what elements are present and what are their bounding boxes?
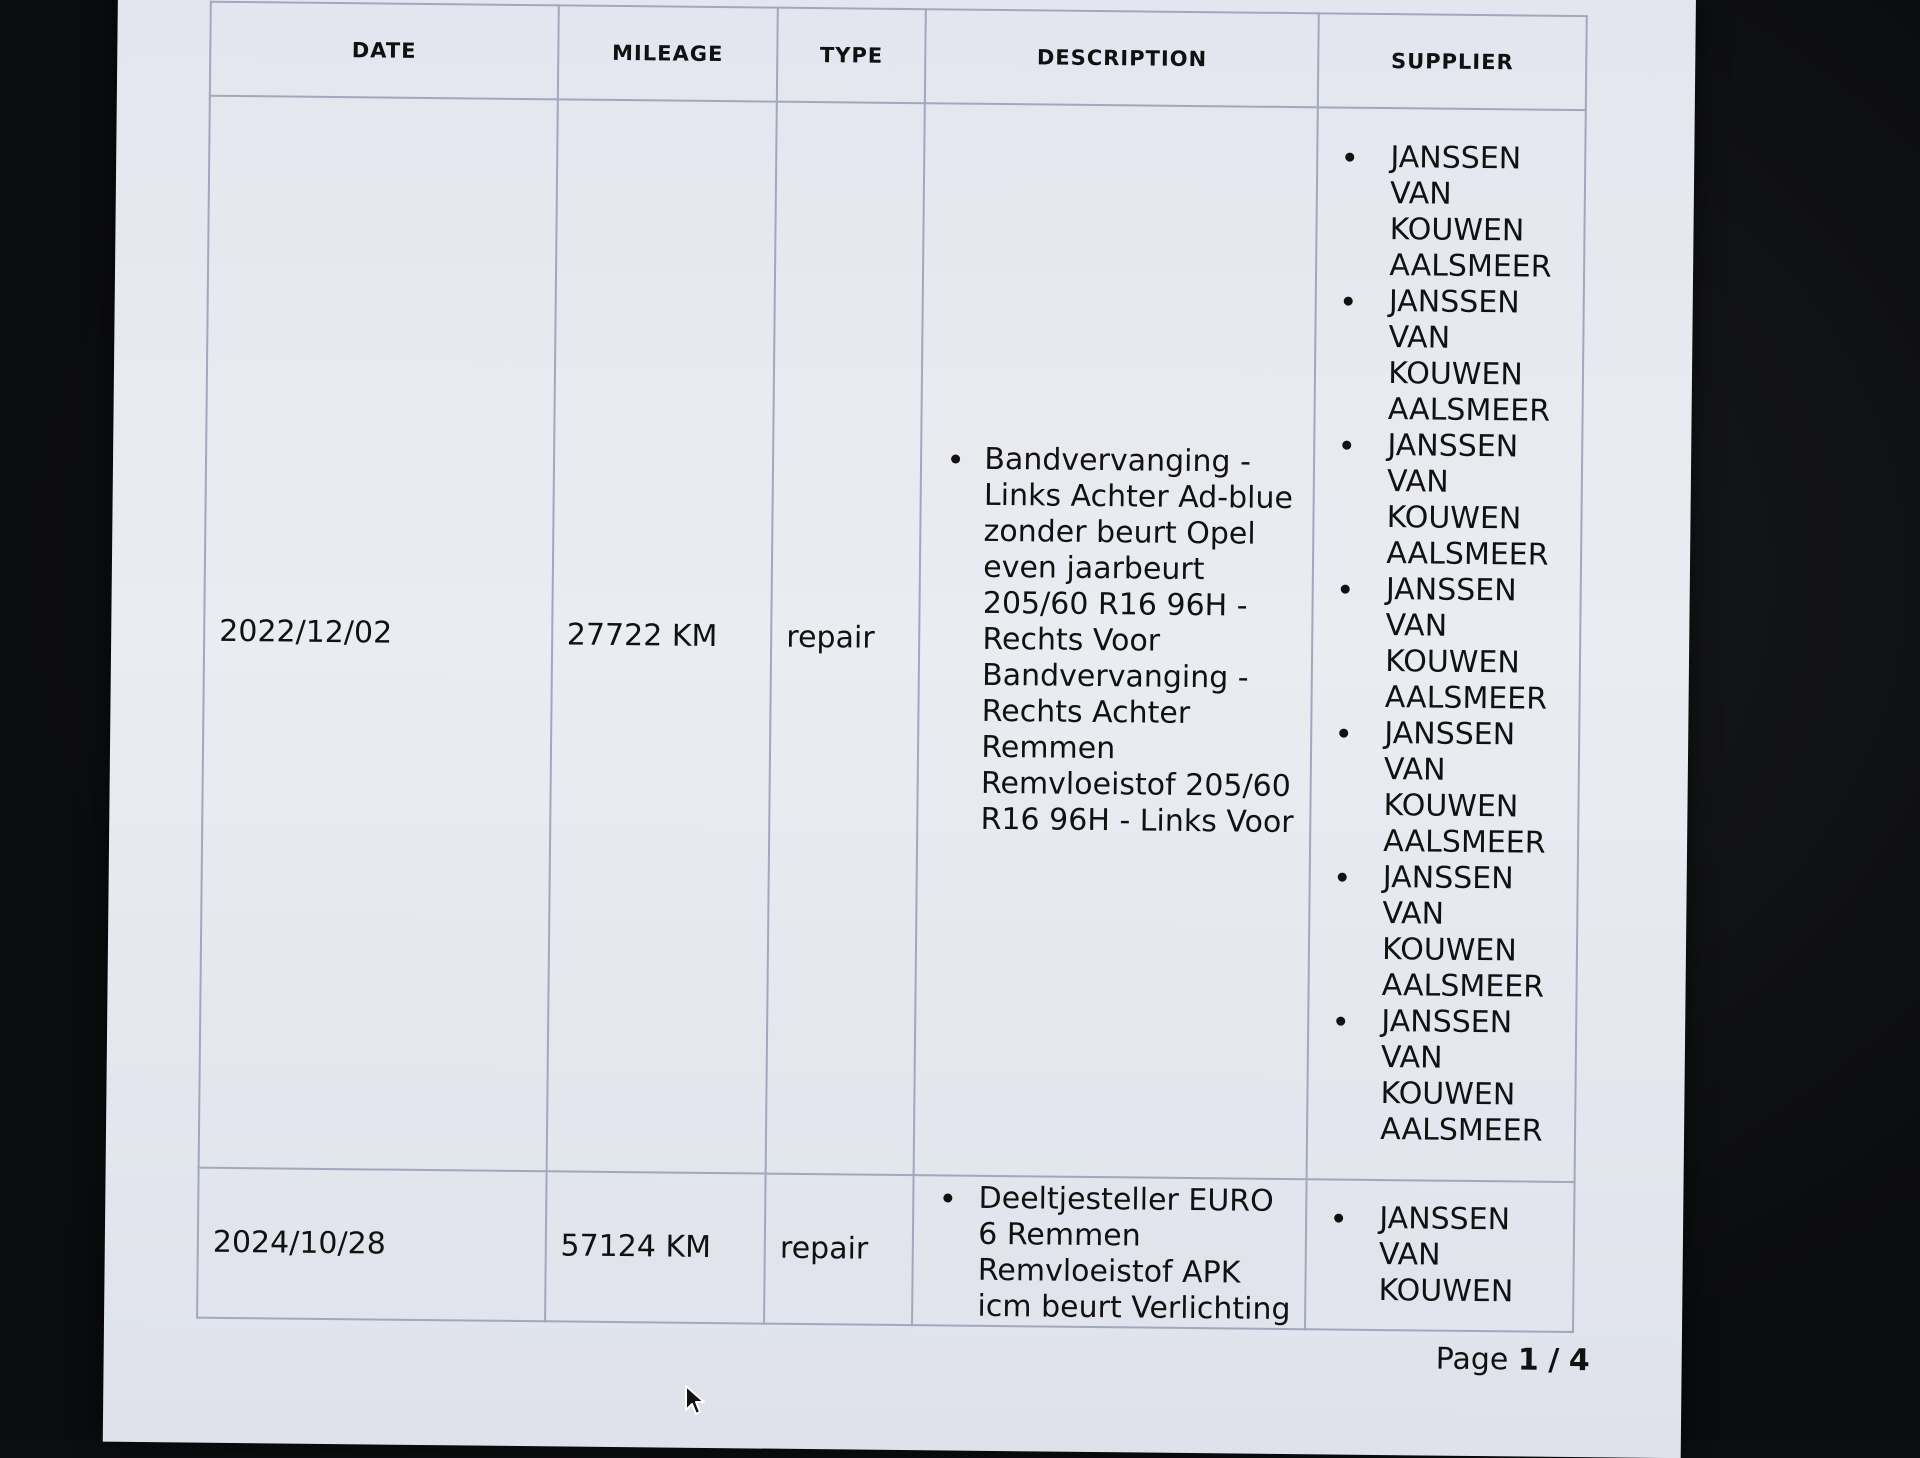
date-text: 2022/12/02 — [219, 613, 393, 651]
type-text: repair — [779, 1230, 869, 1267]
cell-type — [764, 1174, 914, 1326]
table-row — [197, 1168, 1574, 1332]
cell-supplier — [1307, 107, 1586, 1182]
supplier-item: • JANSSEN VAN KOUWEN AALSMEER — [1365, 572, 1570, 718]
table-row — [199, 96, 1586, 1182]
header-mileage: MILEAGE — [557, 5, 778, 101]
cell-date — [197, 1168, 546, 1322]
description-list — [928, 441, 1303, 841]
page-indicator — [1436, 1342, 1590, 1379]
mileage-text: 27722 KM — [566, 617, 718, 655]
supplier-item: • JANSSEN VAN KOUWEN AALSMEER — [1363, 716, 1568, 862]
cell-type — [766, 102, 925, 1175]
page-total: 4 — [1568, 1343, 1590, 1379]
date-text: 2024/10/28 — [212, 1224, 386, 1262]
supplier-item: • JANSSEN VAN KOUWEN AALSMEER — [1369, 140, 1574, 286]
cell-date — [199, 96, 558, 1172]
description-list — [923, 1180, 1295, 1328]
supplier-item: • JANSSEN VAN KOUWEN — [1358, 1201, 1563, 1311]
header-type: TYPE — [777, 8, 926, 104]
mileage-text: 57124 KM — [560, 1228, 712, 1266]
cell-mileage — [545, 1171, 766, 1323]
supplier-item: • JANSSEN VAN KOUWEN AALSMEER — [1368, 284, 1573, 430]
page-separator: / — [1548, 1342, 1560, 1378]
supplier-item: • JANSSEN VAN KOUWEN AALSMEER — [1360, 1004, 1565, 1150]
supplier-list — [1316, 1200, 1563, 1311]
supplier-list — [1318, 139, 1574, 1150]
document-page — [103, 0, 1696, 1458]
supplier-item: • JANSSEN VAN KOUWEN AALSMEER — [1366, 428, 1571, 574]
header-date: DATE — [210, 2, 559, 100]
cell-supplier — [1305, 1179, 1574, 1332]
header-supplier: SUPPLIER — [1318, 13, 1587, 110]
service-history-table — [196, 1, 1588, 1333]
page-current: 1 — [1517, 1342, 1539, 1378]
description-item: • Deeltjesteller EURO 6 Remmen Remvloeistof APK icm beurt Verlichting — [967, 1181, 1295, 1328]
cell-description — [914, 103, 1318, 1179]
cell-description — [912, 1175, 1306, 1329]
cell-mileage — [546, 99, 777, 1173]
page-label: Page — [1435, 1341, 1509, 1378]
description-item: • Bandvervanging - Links Achter Ad-blue zonder beurt Opel even jaarbeurt 205/60 R16 96H - Rechts Voor Bandvervanging - Rechts Achter Remmen Remvloeistof 205/60 R16 96H - Links Voor — [972, 442, 1303, 841]
supplier-item: • JANSSEN VAN KOUWEN AALSMEER — [1362, 860, 1567, 1006]
type-text: repair — [786, 619, 875, 656]
header-description: DESCRIPTION — [925, 9, 1319, 107]
table-header-row — [210, 2, 1587, 110]
